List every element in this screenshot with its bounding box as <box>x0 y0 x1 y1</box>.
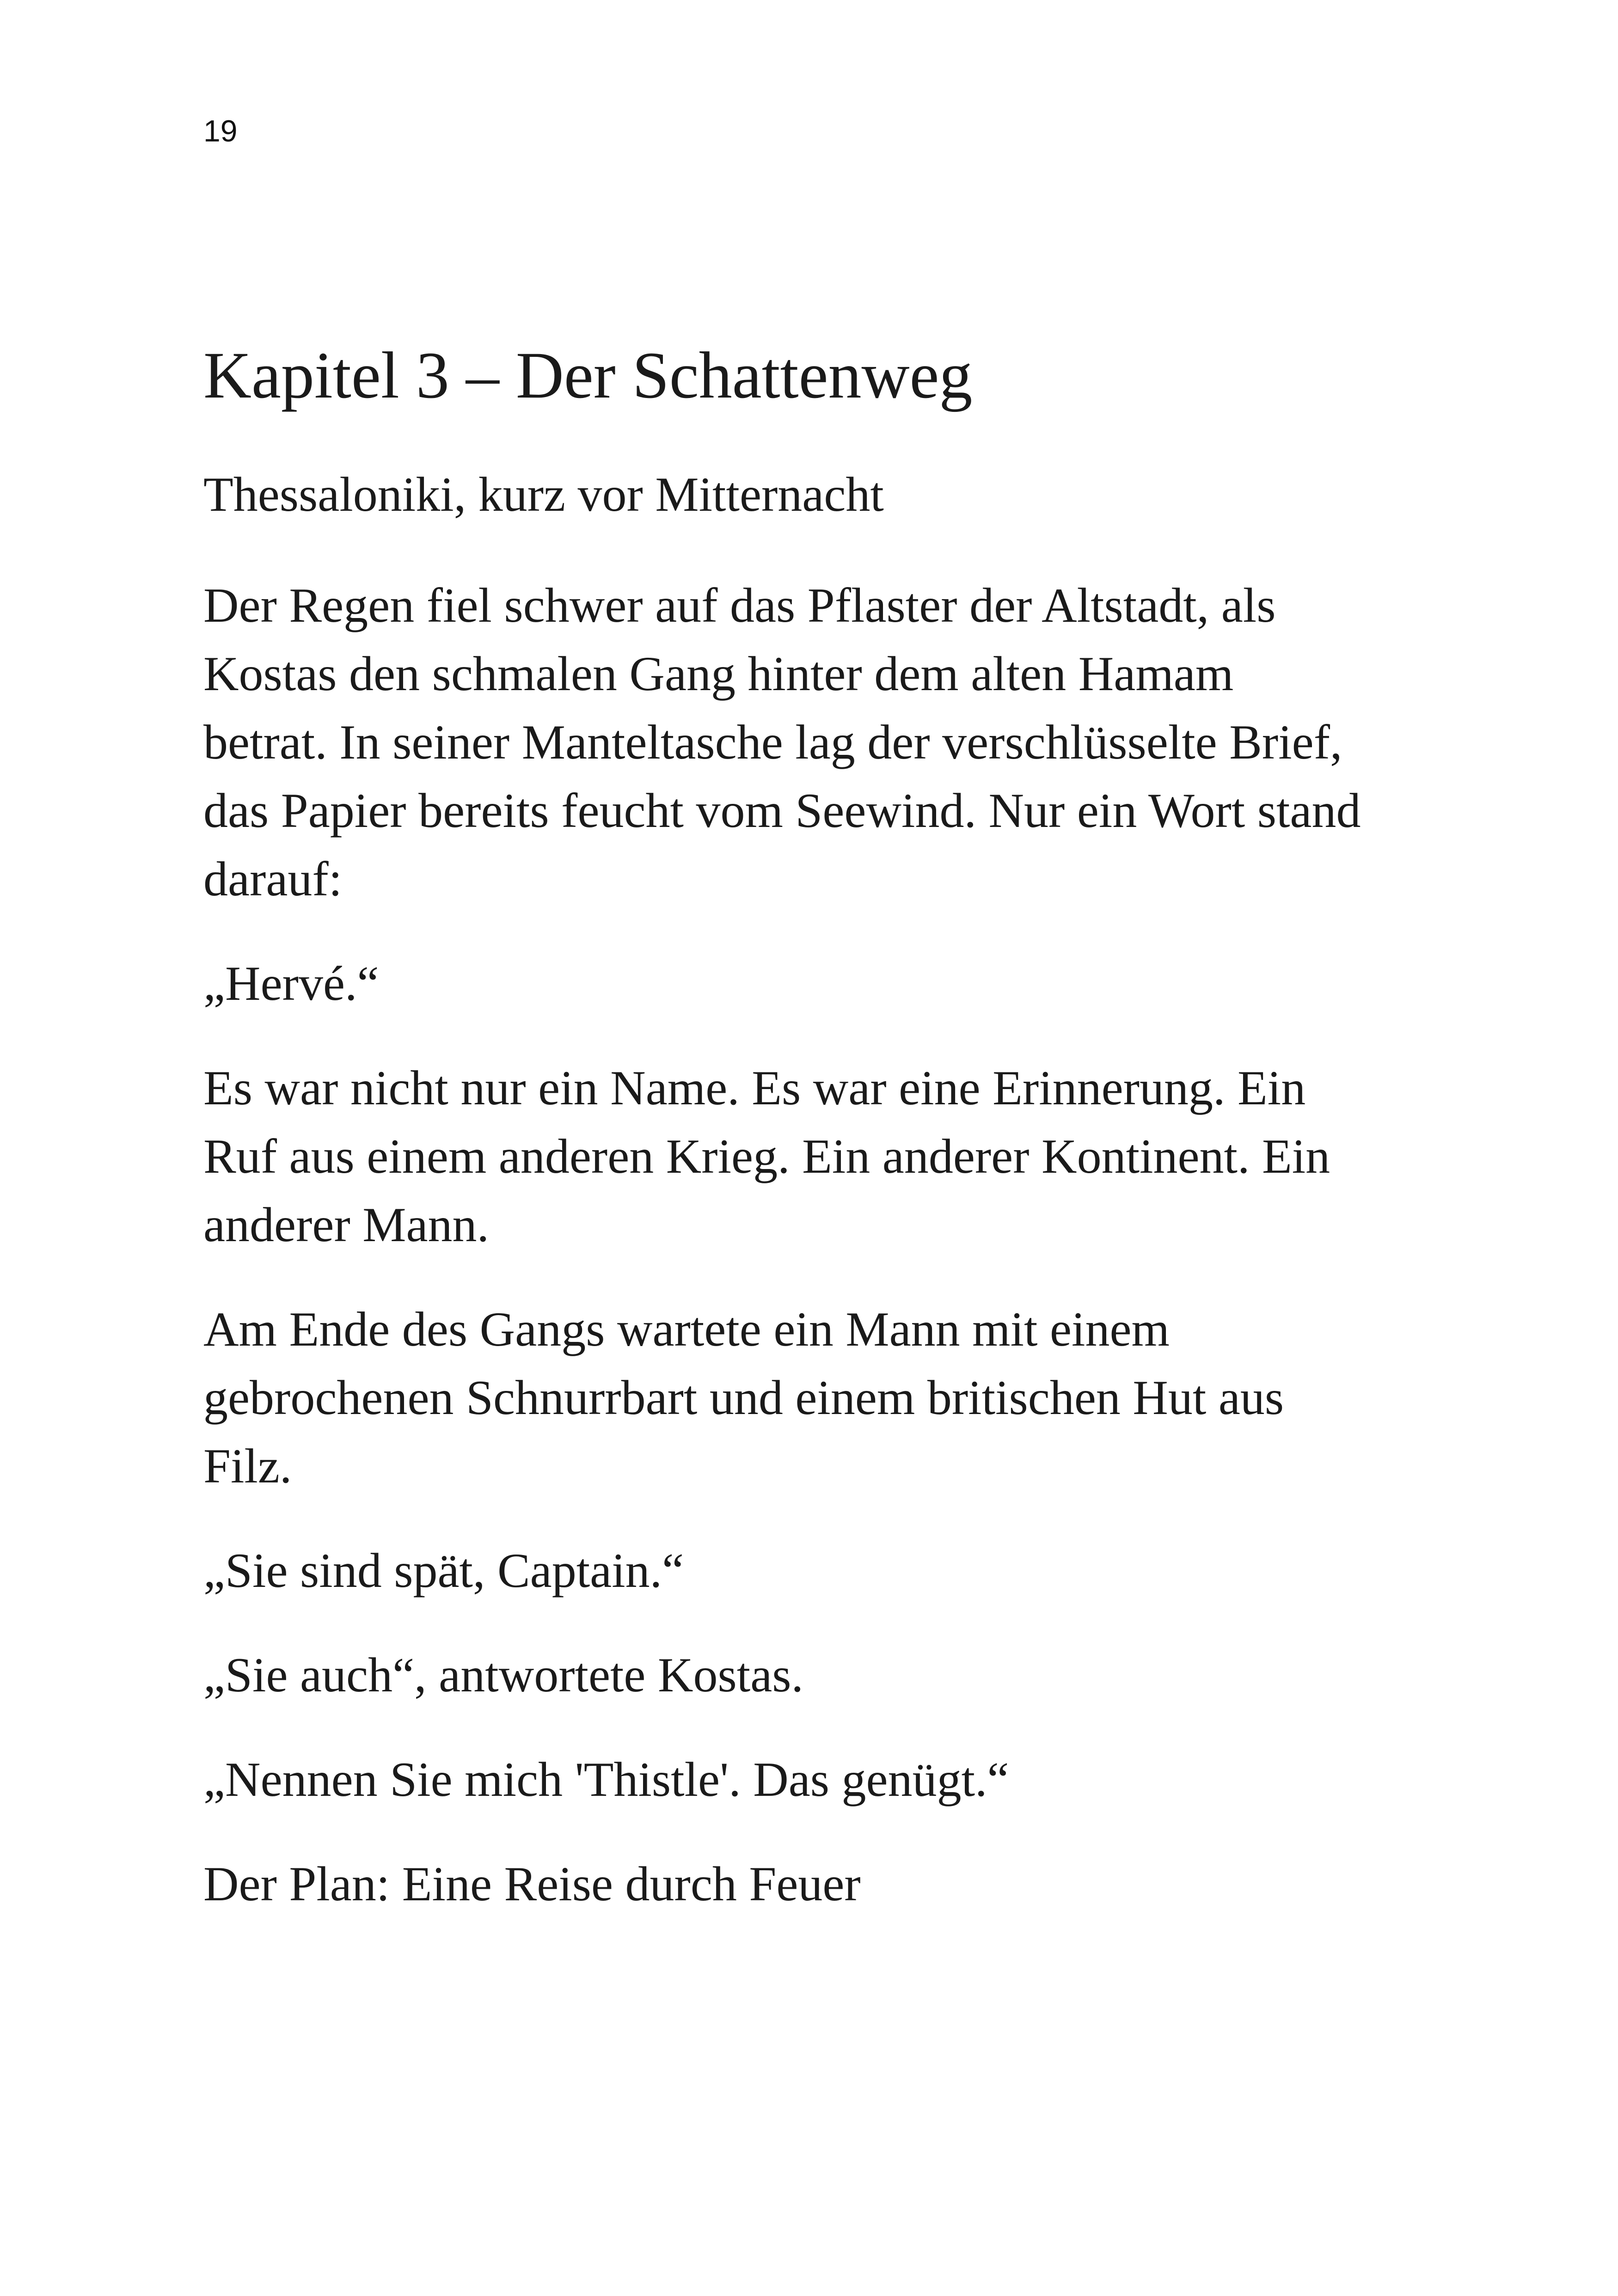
paragraph-rain-alley <box>203 571 1452 913</box>
text-line: anderer Mann. <box>203 1197 490 1252</box>
text-line: betrat. In seiner Manteltasche lag der verschlüsselte Brief, <box>203 715 1342 769</box>
text-line: Thessaloniki, kurz vor Mitternacht <box>203 467 884 521</box>
location-subtitle <box>203 460 1452 529</box>
text-line: Der Plan: Eine Reise durch Feuer <box>203 1856 861 1911</box>
text-line: Der Regen fiel schwer auf das Pflaster der Altstadt, als <box>203 578 1276 632</box>
text-line: Kostas den schmalen Gang hinter dem alten Hamam <box>203 646 1234 701</box>
paragraph-herve <box>203 949 1452 1018</box>
text-line: das Papier bereits feucht vom Seewind. Nur ein Wort stand <box>203 783 1361 838</box>
text-line: „Hervé.“ <box>203 956 379 1010</box>
chapter-title: Kapitel 3 – Der Schattenweg <box>203 339 973 412</box>
text-line: „Nennen Sie mich 'Thistle'. Das genügt.“ <box>203 1752 1009 1806</box>
text-line: Ruf aus einem anderen Krieg. Ein anderer Kontinent. Ein <box>203 1129 1330 1183</box>
text-line: Es war nicht nur ein Name. Es war eine Erinnerung. Ein <box>203 1060 1306 1115</box>
paragraph-man-waiting <box>203 1295 1452 1500</box>
dialogue-late <box>203 1537 1452 1605</box>
text-line: „Sie auch“, antwortete Kostas. <box>203 1647 804 1702</box>
text-line: gebrochenen Schnurrbart und einem britischen Hut aus <box>203 1370 1284 1425</box>
page-number: 19 <box>203 114 238 148</box>
page-content <box>203 337 1452 1954</box>
paragraph-memory <box>203 1054 1452 1259</box>
text-line: Filz. <box>203 1439 292 1493</box>
text-line: Am Ende des Gangs wartete ein Mann mit einem <box>203 1302 1170 1356</box>
section-heading-plan <box>203 1850 1452 1918</box>
text-line: „Sie sind spät, Captain.“ <box>203 1543 684 1598</box>
dialogue-thistle <box>203 1745 1452 1814</box>
dialogue-reply <box>203 1641 1452 1709</box>
text-line: darauf: <box>203 851 343 906</box>
